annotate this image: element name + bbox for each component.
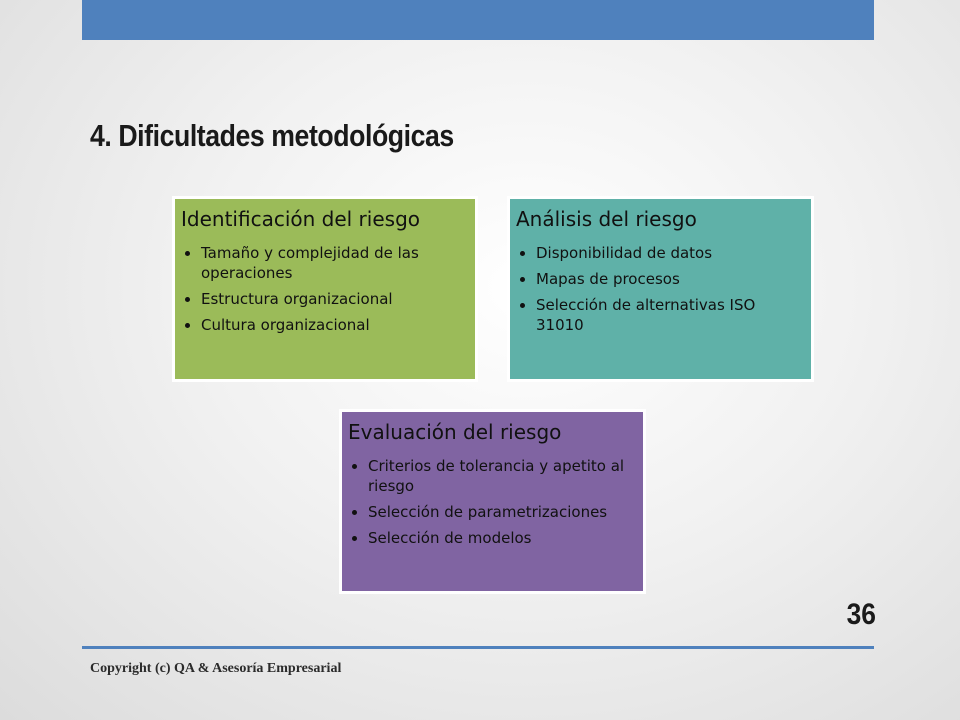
box-heading: Identificación del riesgo <box>181 207 420 231</box>
list-item: • Selección de modelos <box>368 528 637 548</box>
footer-divider <box>82 646 874 649</box>
list-item: • Mapas de procesos <box>536 269 805 289</box>
box-identificacion-riesgo <box>172 196 478 382</box>
bullet-list <box>348 456 637 548</box>
list-item: • Selección de alternativas ISO 31010 <box>536 295 805 335</box>
list-item: • Estructura organizacional <box>201 289 469 309</box>
list-item: • Cultura organizacional <box>201 315 469 335</box>
bullet-list <box>516 243 805 335</box>
bullet-list <box>181 243 469 335</box>
box-heading: Evaluación del riesgo <box>348 420 562 444</box>
slide-title: 4. Dificultades metodológicas <box>90 118 454 153</box>
list-item: • Tamaño y complejidad de las operaciones <box>201 243 469 283</box>
box-evaluacion-riesgo <box>339 409 646 594</box>
page-number: 36 <box>846 598 876 631</box>
list-item: • Disponibilidad de datos <box>536 243 805 263</box>
copyright-footer: Copyright (c) QA & Asesoría Empresarial <box>90 661 342 676</box>
header-bar <box>82 0 874 40</box>
list-item: • Criterios de tolerancia y apetito al riesgo <box>368 456 637 496</box>
box-heading: Análisis del riesgo <box>516 207 697 231</box>
box-analisis-riesgo <box>507 196 814 382</box>
list-item: • Selección de parametrizaciones <box>368 502 637 522</box>
